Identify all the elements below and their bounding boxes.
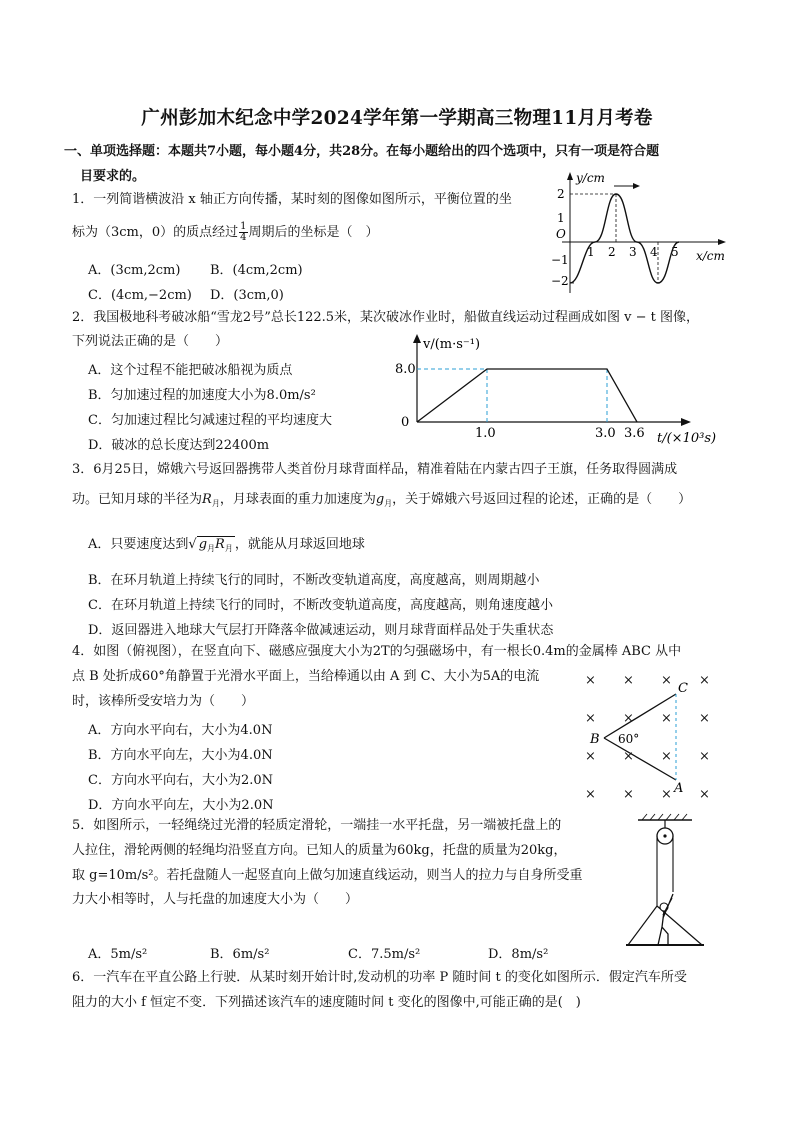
y-tick-neg1: −1 (551, 253, 569, 267)
y-tick-neg2: −2 (551, 274, 569, 288)
q3-option-a-text: A．只要速度达到 (88, 537, 189, 552)
sqrt-radical: √ (188, 537, 197, 552)
x-axis-arrow (718, 239, 726, 245)
q3-text-a: 功。已知月球的半径为 (72, 492, 203, 507)
q2-vt-figure (395, 330, 735, 448)
q5-option-a: A．5m/s² (88, 947, 148, 962)
q3-option-d: D．返回器进入地球大气层打开降落伞做减速运动，则月球背面样品处于失重状态 (88, 623, 554, 638)
x-tick-3: 3 (629, 245, 637, 259)
q3-text-c: ，关于嫦娥六号返回过程的论述，正确的是（ ） (392, 492, 692, 507)
q2-stem-line2: 下列说法正确的是（ ） (72, 334, 229, 349)
q1-option-b: B．(4cm,2cm) (210, 263, 303, 278)
x-axis-label: x/cm (696, 249, 725, 263)
moon-gravity-symbol: g (375, 492, 385, 507)
x-tick-1: 1 (587, 245, 595, 259)
person-body (658, 894, 673, 945)
moon-radius-symbol: R (202, 492, 212, 507)
field-x-mark: × (699, 787, 710, 802)
t3-label: 3.6 (624, 426, 645, 441)
label-a: A (674, 781, 684, 796)
v-value-label: 8.0 (395, 362, 416, 377)
q1-option-c: C．(4cm,−2cm) (88, 288, 192, 303)
x-tick-2: 2 (608, 245, 616, 259)
tray-strap-left (628, 906, 657, 945)
frac-numerator: 1 (240, 221, 247, 232)
q1-option-a: A．(3cm,2cm) (88, 263, 181, 278)
origin-label: O (556, 227, 566, 241)
q2-option-b: B．匀加速过程的加速度大小为8.0m/s² (88, 388, 316, 403)
quarter-fraction (239, 222, 247, 243)
q1-stem-line1: 1．一列简谐横波沿 x 轴正方向传播，某时刻的图像如图所示，平衡位置的坐 (72, 192, 512, 207)
q5-option-c: C．7.5m/s² (348, 947, 421, 962)
x-tick-5: 5 (671, 245, 679, 259)
q4-stem-line2: 点 B 处折成60°角静置于光滑水平面上，当给棒通以由 A 到 C、大小为5A的电流 (72, 669, 540, 684)
q1-wave-figure (540, 168, 730, 296)
q1-option-d: D．(3cm,0) (210, 288, 284, 303)
propagation-arrow-head (633, 183, 640, 189)
q6-stem-line1: 6．一汽车在平直公路上行驶．从某时刻开始计时,发动机的功率 P 随时间 t 的变化如图所示．假定汽车所受 (72, 970, 687, 985)
field-x-mark: × (661, 711, 672, 726)
t2-label: 3.0 (595, 426, 616, 441)
q4-option-b: B．方向水平向左，大小为4.0N (88, 748, 273, 763)
field-x-mark: × (623, 787, 634, 802)
q4-option-d: D．方向水平向左，大小为2.0N (88, 798, 274, 813)
t1-label: 1.0 (475, 426, 496, 441)
q4-option-c: C．方向水平向右，大小为2.0N (88, 773, 273, 788)
frac-denominator: 4 (240, 232, 247, 243)
q5-option-b: B．6m/s² (210, 947, 270, 962)
q3-option-b: B．在环月轨道上持续飞行的同时，不断改变轨道高度，高度越高，则周期越小 (88, 573, 540, 588)
q2-option-c: C．匀加速过程比匀减速过程的平均速度大 (88, 413, 332, 428)
q3-option-c: C．在环月轨道上持续飞行的同时，不断改变轨道高度，高度越高，则角速度越小 (88, 598, 553, 613)
q4-field-figure (580, 668, 730, 804)
field-x-mark: × (585, 673, 596, 688)
q3-stem-line2 (72, 491, 691, 513)
r-symbol: R (215, 537, 225, 552)
t-axis-arrow (681, 418, 691, 426)
q5-pulley-figure (620, 812, 710, 950)
origin-label: 0 (401, 415, 410, 430)
v-axis-label: v/(m·s⁻¹) (423, 337, 481, 352)
q4-stem-line1: 4．如图（俯视图），在竖直向下、磁感应强度大小为2T的匀强磁场中，有一根长0.4m的金属棒 ABC 从中 (72, 644, 682, 659)
section-heading-cont: 目要求的。 (80, 169, 146, 184)
sqrt-expression (197, 536, 235, 554)
moon-subscript: 月 (224, 544, 233, 553)
q2-option-d: D．破冰的总长度达到22400m (88, 438, 270, 453)
y-tick-1: 1 (557, 211, 565, 225)
field-x-mark: × (699, 749, 710, 764)
pulley-axle (663, 834, 666, 837)
q4-option-a: A．方向水平向右，大小为4.0N (88, 723, 273, 738)
section-heading: 一、单项选择题：本题共7小题，每小题4分，共28分。在每小题给出的四个选项中，只有一项是符合题 (64, 144, 660, 159)
field-x-mark: × (585, 749, 596, 764)
q1-stem-text-a: 标为（3cm，0）的质点经过 (72, 225, 239, 240)
moon-subscript: 月 (211, 499, 220, 508)
q2-stem-line1: 2．我国极地科考破冰船“雪龙2号”总长122.5米，某次破冰作业时，船做直线运动过程画成如图 v − t 图像， (72, 310, 700, 325)
q4-stem-line3: 时，该棒所受安培力为（ ） (72, 694, 255, 709)
field-x-mark: × (661, 673, 672, 688)
q5-stem-line1: 5．如图所示，一轻绳绕过光滑的轻质定滑轮，一端挂一水平托盘，另一端被托盘上的 (72, 818, 562, 833)
angle-label: 60° (618, 732, 640, 746)
moon-subscript: 月 (384, 499, 393, 508)
q3-stem-line1: 3．6月25日，嫦娥六号返回器携带人类首份月球背面样品，精准着陆在内蒙古四子王旗，任务取得圆满成 (72, 462, 678, 477)
y-axis-arrow (567, 172, 573, 180)
vt-line (417, 369, 637, 422)
field-x-mark: × (623, 711, 634, 726)
y-tick-2: 2 (557, 187, 565, 201)
q5-stem-line4: 力大小相等时，人与托盘的加速度大小为（ ） (72, 892, 359, 907)
field-x-mark: × (585, 787, 596, 802)
q1-stem-text-b: 周期后的坐标是（ ） (248, 225, 379, 240)
field-x-mark: × (623, 749, 634, 764)
g-symbol: g (198, 537, 208, 552)
label-c: C (678, 681, 688, 696)
field-x-mark: × (699, 711, 710, 726)
x-tick-4: 4 (650, 245, 658, 259)
q5-stem-line2: 人拉住，滑轮两侧的轻绳均沿竖直方向。已知人的质量为60kg，托盘的质量为20kg， (72, 843, 567, 858)
v-axis-arrow (413, 334, 421, 343)
q3-text-b: ，月球表面的重力加速度为 (219, 492, 376, 507)
field-x-mark: × (661, 787, 672, 802)
q6-stem-line2: 阻力的大小 f 恒定不变．下列描述该汽车的速度随时间 t 变化的图像中,可能正确的是( ) (72, 995, 581, 1010)
q1-stem-line2 (72, 222, 379, 243)
field-x-mark: × (623, 673, 634, 688)
ceiling-hatch (642, 814, 687, 820)
t-axis-label: t/(×10³s) (657, 431, 717, 446)
y-axis-label: y/cm (576, 171, 605, 185)
field-x-mark: × (699, 673, 710, 688)
q5-stem-line3: 取 g=10m/s²。若托盘随人一起竖直向上做匀加速直线运动，则当人的拉力与自身所受重 (72, 868, 583, 883)
q3-option-a-text-end: ，就能从月球返回地球 (234, 537, 365, 552)
wave-curve (570, 194, 679, 283)
q2-option-a: A．这个过程不能把破冰船视为质点 (88, 363, 293, 378)
q5-option-d: D．8m/s² (488, 947, 549, 962)
label-b: B (590, 732, 600, 747)
q3-option-a (88, 533, 365, 554)
moon-subscript: 月 (207, 544, 216, 553)
field-x-mark: × (661, 749, 672, 764)
field-x-mark: × (585, 711, 596, 726)
page-title: 广州彭加木纪念中学2024学年第一学期高三物理11月月考卷 (141, 108, 653, 129)
